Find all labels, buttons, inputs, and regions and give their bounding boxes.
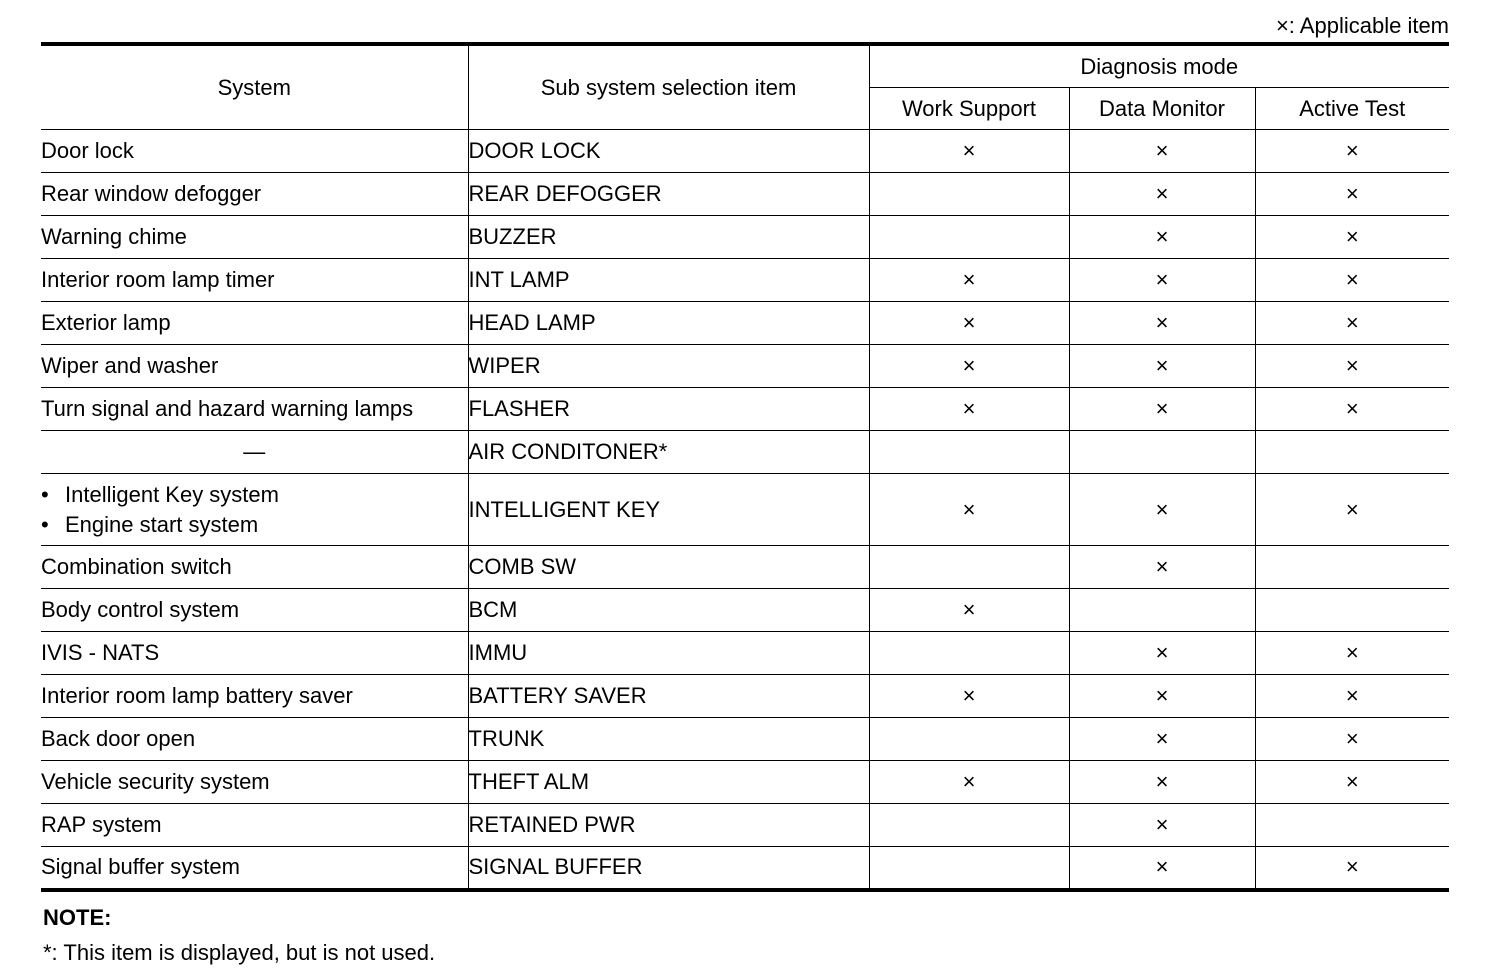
data-monitor-mark: × [1069, 130, 1255, 173]
active-test-mark [1255, 804, 1449, 847]
data-monitor-mark: × [1069, 675, 1255, 718]
data-monitor-mark: × [1069, 345, 1255, 388]
system-cell: Rear window defogger [41, 173, 468, 216]
work-support-mark: × [869, 345, 1069, 388]
diagnosis-table [41, 42, 1449, 892]
sub-system-cell: IMMU [468, 632, 869, 675]
sub-system-cell: INTELLIGENT KEY [468, 474, 869, 546]
work-support-mark [869, 173, 1069, 216]
sub-system-cell: FLASHER [468, 388, 869, 431]
work-support-mark [869, 216, 1069, 259]
table-row [41, 388, 1449, 431]
work-support-mark: × [869, 259, 1069, 302]
table-row [41, 718, 1449, 761]
active-test-mark: × [1255, 216, 1449, 259]
work-support-mark [869, 847, 1069, 890]
system-cell [41, 474, 468, 546]
table-row [41, 632, 1449, 675]
system-cell: RAP system [41, 804, 468, 847]
header-diagnosis-mode: Diagnosis mode [869, 44, 1449, 88]
system-cell: Wiper and washer [41, 345, 468, 388]
work-support-mark: × [869, 302, 1069, 345]
data-monitor-mark: × [1069, 804, 1255, 847]
system-cell: — [41, 431, 468, 474]
work-support-mark [869, 431, 1069, 474]
active-test-mark: × [1255, 173, 1449, 216]
sub-system-cell: COMB SW [468, 546, 869, 589]
data-monitor-mark: × [1069, 173, 1255, 216]
sub-system-cell: RETAINED PWR [468, 804, 869, 847]
active-test-mark [1255, 431, 1449, 474]
work-support-mark: × [869, 589, 1069, 632]
work-support-mark: × [869, 388, 1069, 431]
work-support-mark: × [869, 761, 1069, 804]
table-row [41, 474, 1449, 546]
work-support-mark: × [869, 675, 1069, 718]
table-row [41, 345, 1449, 388]
table-row [41, 847, 1449, 890]
work-support-mark [869, 546, 1069, 589]
sub-system-cell: DOOR LOCK [468, 130, 869, 173]
sub-system-cell: SIGNAL BUFFER [468, 847, 869, 890]
table-row [41, 130, 1449, 173]
data-monitor-mark: × [1069, 259, 1255, 302]
active-test-mark: × [1255, 345, 1449, 388]
data-monitor-mark: × [1069, 216, 1255, 259]
active-test-mark: × [1255, 718, 1449, 761]
work-support-mark [869, 718, 1069, 761]
table-row [41, 259, 1449, 302]
data-monitor-mark: × [1069, 761, 1255, 804]
data-monitor-mark: × [1069, 474, 1255, 546]
system-cell: Body control system [41, 589, 468, 632]
table-row [41, 675, 1449, 718]
table-row [41, 431, 1449, 474]
system-cell: Interior room lamp timer [41, 259, 468, 302]
work-support-mark [869, 632, 1069, 675]
active-test-mark: × [1255, 388, 1449, 431]
sub-system-cell: BCM [468, 589, 869, 632]
data-monitor-mark: × [1069, 388, 1255, 431]
work-support-mark: × [869, 474, 1069, 546]
active-test-mark: × [1255, 259, 1449, 302]
sub-system-cell: THEFT ALM [468, 761, 869, 804]
active-test-mark: × [1255, 130, 1449, 173]
sub-system-cell: BATTERY SAVER [468, 675, 869, 718]
work-support-mark: × [869, 130, 1069, 173]
data-monitor-mark [1069, 431, 1255, 474]
active-test-mark [1255, 546, 1449, 589]
active-test-mark: × [1255, 675, 1449, 718]
data-monitor-mark: × [1069, 847, 1255, 890]
system-cell: Combination switch [41, 546, 468, 589]
sub-system-cell: HEAD LAMP [468, 302, 869, 345]
data-monitor-mark: × [1069, 302, 1255, 345]
system-cell: Back door open [41, 718, 468, 761]
header-work-support: Work Support [869, 88, 1069, 130]
active-test-mark: × [1255, 302, 1449, 345]
sub-system-cell: AIR CONDITONER* [468, 431, 869, 474]
table-row [41, 173, 1449, 216]
data-monitor-mark: × [1069, 632, 1255, 675]
sub-system-cell: INT LAMP [468, 259, 869, 302]
system-cell: IVIS - NATS [41, 632, 468, 675]
data-monitor-mark: × [1069, 718, 1255, 761]
sub-system-cell: REAR DEFOGGER [468, 173, 869, 216]
system-bullet: • Engine start system [41, 510, 468, 540]
active-test-mark: × [1255, 474, 1449, 546]
table-row [41, 546, 1449, 589]
active-test-mark: × [1255, 761, 1449, 804]
system-cell: Vehicle security system [41, 761, 468, 804]
work-support-mark [869, 804, 1069, 847]
legend-text: ×: Applicable item [1275, 13, 1449, 38]
note-heading: NOTE: [43, 905, 112, 930]
sub-system-cell: BUZZER [468, 216, 869, 259]
table-row [41, 216, 1449, 259]
active-test-mark: × [1255, 847, 1449, 890]
data-monitor-mark [1069, 589, 1255, 632]
sub-system-cell: WIPER [468, 345, 869, 388]
system-cell: Signal buffer system [41, 847, 468, 890]
system-cell: Warning chime [41, 216, 468, 259]
header-data-monitor: Data Monitor [1069, 88, 1255, 130]
header-active-test: Active Test [1255, 88, 1449, 130]
header-system: System [41, 44, 468, 130]
active-test-mark: × [1255, 632, 1449, 675]
note-text: *: This item is displayed, but is not used. [43, 940, 436, 965]
system-cell: Turn signal and hazard warning lamps [41, 388, 468, 431]
system-cell: Exterior lamp [41, 302, 468, 345]
system-cell: Door lock [41, 130, 468, 173]
data-monitor-mark: × [1069, 546, 1255, 589]
table-row [41, 589, 1449, 632]
table-row [41, 804, 1449, 847]
table-row [41, 302, 1449, 345]
sub-system-cell: TRUNK [468, 718, 869, 761]
table-row [41, 761, 1449, 804]
header-sub-system: Sub system selection item [468, 44, 869, 130]
system-bullet: • Intelligent Key system [41, 480, 468, 510]
system-cell: Interior room lamp battery saver [41, 675, 468, 718]
active-test-mark [1255, 589, 1449, 632]
